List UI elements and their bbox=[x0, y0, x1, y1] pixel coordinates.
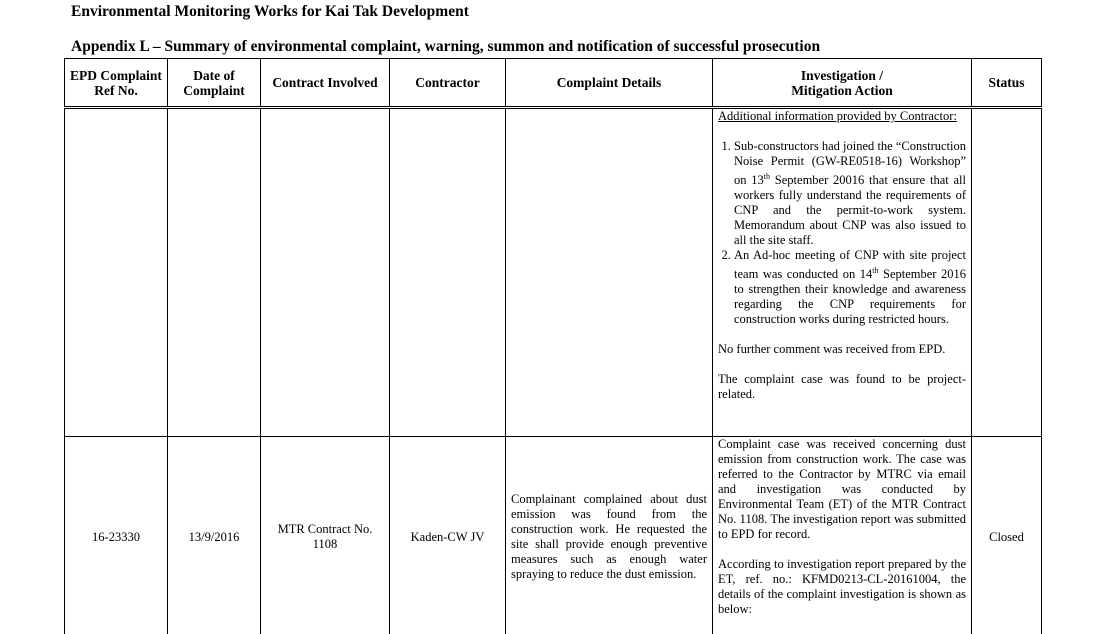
header-date: Date of Complaint bbox=[168, 59, 261, 108]
investigation-paragraph: Complaint case was received concerning dust emission from construction work. The case was referred to the Contractor by MTRC via email and investigation was conducted by Environmental Team (ET) of the MTR Contract No. 1108. The investigation report was submitted to EPD for record. bbox=[718, 437, 966, 541]
cell-contractor: Kaden-CW JV bbox=[390, 437, 506, 634]
complaint-summary-table bbox=[64, 58, 1042, 634]
cell-ref-no: 16-23330 bbox=[65, 437, 168, 634]
additional-info-heading: Additional information provided by Contractor: bbox=[718, 109, 957, 123]
cell-ref-no bbox=[65, 108, 168, 437]
list-item: 2. An Ad-hoc meeting of CNP with site project team was conducted on 14th September 2016 to strengthen their knowledge and awareness regarding the CNP requirements for construction works during restricted hours. bbox=[734, 248, 966, 327]
cell-investigation bbox=[713, 437, 972, 634]
cell-contract bbox=[261, 108, 390, 437]
list-item: 1. Sub-constructors had joined the “Construction Noise Permit (GW-RE0518-16) Workshop” on 13th September 20016 that ensure that all workers fully understand the requirements of CNP and the permit-to-work system. Memorandum about CNP was also issued to all the site staff. bbox=[734, 139, 966, 248]
investigation-paragraph: According to investigation report prepared by the ET, ref. no.: KFMD0213-CL-20161004, the details of the complaint investigation is shown as below: bbox=[718, 557, 966, 616]
cell-date bbox=[168, 108, 261, 437]
header-contractor: Contractor bbox=[390, 59, 506, 108]
cell-status: Closed bbox=[972, 437, 1042, 634]
header-investigation bbox=[713, 59, 972, 108]
header-investigation-line1: Investigation / bbox=[800, 67, 884, 83]
cell-investigation bbox=[713, 108, 972, 437]
cell-date: 13/9/2016 bbox=[168, 437, 261, 634]
cell-details: Complainant complained about dust emission was found from the construction work. He requested the site shall provide enough preventive measures such as enough water spraying to reduce the dust emission. bbox=[506, 437, 713, 634]
document-title: Environmental Monitoring Works for Kai Tak Development bbox=[71, 3, 469, 20]
table-row bbox=[65, 108, 1042, 437]
cell-status bbox=[972, 108, 1042, 437]
project-related-note: The complaint case was found to be project-related. bbox=[718, 372, 966, 402]
header-contract: Contract Involved bbox=[261, 59, 390, 108]
table-header-row bbox=[65, 59, 1042, 108]
header-details: Complaint Details bbox=[506, 59, 713, 108]
cell-details bbox=[506, 108, 713, 437]
header-investigation-line2: Mitigation Action bbox=[791, 82, 893, 98]
complaint-summary-table-wrapper bbox=[64, 58, 1043, 634]
header-status: Status bbox=[972, 59, 1042, 108]
cell-contract: MTR Contract No. 1108 bbox=[261, 437, 390, 634]
table-row bbox=[65, 437, 1042, 634]
no-further-comment: No further comment was received from EPD. bbox=[718, 342, 946, 357]
cell-contractor bbox=[390, 108, 506, 437]
header-ref-no: EPD Complaint Ref No. bbox=[65, 59, 168, 108]
appendix-title: Appendix L – Summary of environmental complaint, warning, summon and notification of successful prosecution bbox=[71, 38, 821, 55]
